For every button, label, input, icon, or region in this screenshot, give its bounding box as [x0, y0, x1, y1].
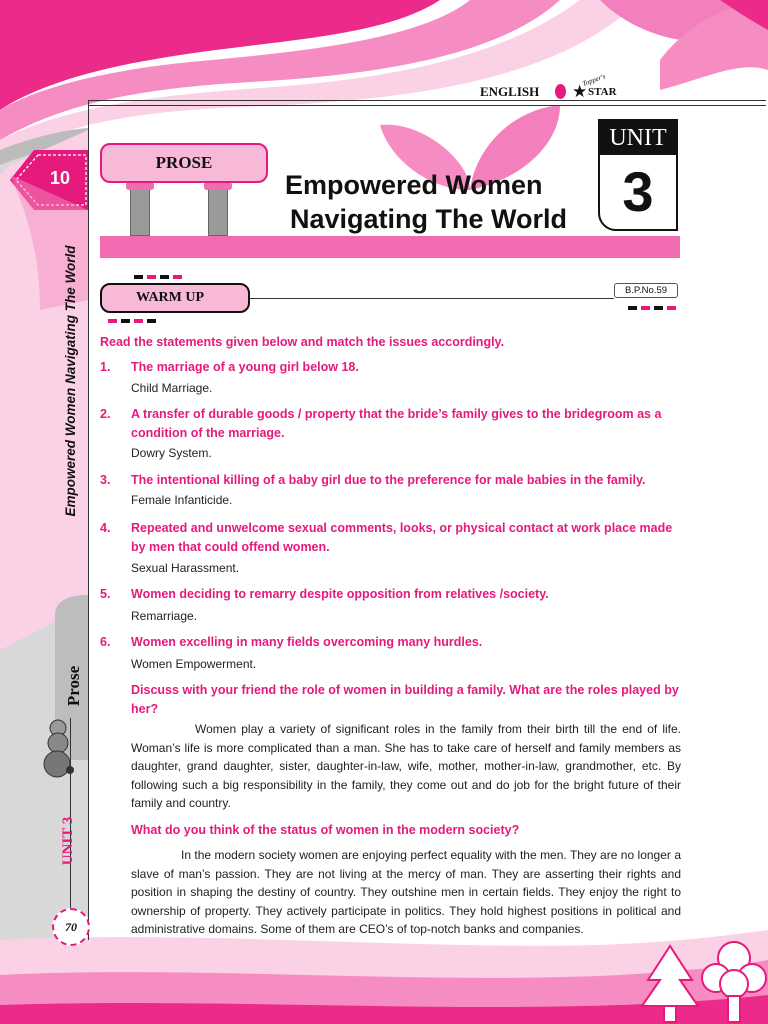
title-underbar	[100, 236, 680, 258]
item-answer: Sexual Harassment.	[131, 561, 240, 575]
bush-tree-icon	[700, 938, 768, 1024]
instruction: Read the statements given below and match the issues accordingly.	[100, 335, 505, 349]
item-answer: Remarriage.	[131, 609, 198, 623]
bp-reference: B.P.No.59	[614, 283, 678, 298]
tree-icon	[640, 944, 700, 1024]
item-number: 5.	[100, 587, 111, 601]
item-answer: Child Marriage.	[131, 381, 213, 395]
margin-rule	[88, 100, 89, 940]
unit-word: UNIT	[600, 121, 676, 155]
page-number: 70	[52, 908, 90, 946]
unit-box	[598, 119, 678, 231]
bp-dashes	[628, 306, 676, 310]
discussion-answer	[131, 846, 681, 939]
vertical-lesson-title: Empowered Women Navigating The World	[63, 245, 78, 517]
item-question: Women deciding to remarry despite opposition from relatives /society.	[131, 587, 549, 601]
circles-decoration	[40, 718, 80, 782]
board-cap-left	[126, 182, 154, 190]
board-cap-right	[204, 182, 232, 190]
lesson-number: 10	[49, 168, 71, 188]
item-number: 3.	[100, 473, 111, 487]
warmup-dashes-bottom	[108, 319, 156, 323]
star-icon: ★	[572, 82, 588, 101]
warmup-label: WARM UP	[100, 283, 250, 313]
item-question: Women excelling in many fields overcoming many hurdles.	[131, 635, 483, 649]
item-number: 2.	[100, 407, 111, 421]
prose-board: PROSE	[100, 143, 268, 183]
discussion-answer-text: Women play a variety of significant roles in the family from their birth till the end of life. Woman’s life is more complicated than a man. She has to take care of herself and family members as daughter, grand daughter, sister, daughter-in-law, wife, mother, mother-in-law, grandmother, etc. By following such a big responsibility in the family, they come out and do job for the bright future of their family and country.	[131, 722, 681, 810]
item-answer: Women Empowerment.	[131, 657, 257, 671]
item-answer: Dowry System.	[131, 446, 212, 460]
warmup-rule	[250, 298, 614, 299]
page-title	[285, 168, 567, 236]
subject-label: ENGLISH	[480, 84, 540, 99]
title-line-1: Empowered Women	[285, 170, 543, 200]
discussion-question: Discuss with your friend the role of women in building a family. What are the roles played by her?	[131, 683, 679, 716]
item-question: The marriage of a young girl below 18.	[131, 360, 359, 374]
brand-name: STAR	[588, 86, 617, 98]
section-label: Prose	[64, 665, 83, 707]
item-number: 1.	[100, 360, 111, 374]
discussion-answer-text: In the modern society women are enjoying perfect equality with the men. They are no longer a slave of man’s passion. They are not living at the mercy of man. They are asserting their rights and position in shaping the destiny of country. They outshine men in certain fields. They enjoy the right to ownership of property. They actively participate in politics. They hold highest positions in political and administrative domains. Some of them are CEO’s of top-notch banks and companies.	[131, 848, 681, 936]
side-connector-dot	[66, 766, 74, 774]
brand-top-text: Topper's	[581, 72, 607, 88]
item-number: 4.	[100, 521, 111, 535]
unit-number: 3	[622, 160, 654, 223]
header-dot-icon	[555, 84, 566, 99]
discussion-question: What do you think of the status of women in the modern society?	[131, 823, 520, 837]
title-line-2: Navigating The World	[290, 204, 568, 234]
header-rule	[88, 100, 766, 106]
item-number: 6.	[100, 635, 111, 649]
board-pillar-right	[208, 182, 228, 236]
item-question: Repeated and unwelcome sexual comments, looks, or physical contact at work place made by men that could offend women.	[131, 521, 673, 554]
item-question: The intentional killing of a baby girl due to the preference for male babies in the family.	[131, 473, 646, 487]
item-question: A transfer of durable goods / property that the bride’s family gives to the bridegroom as a condition of the marriage.	[131, 407, 662, 440]
discussion-answer	[131, 720, 681, 813]
board-pillar-left	[130, 182, 150, 236]
item-answer: Female Infanticide.	[131, 493, 233, 507]
warmup-dashes-top	[134, 275, 182, 279]
unit-side-label: UNIT 3	[60, 816, 76, 866]
